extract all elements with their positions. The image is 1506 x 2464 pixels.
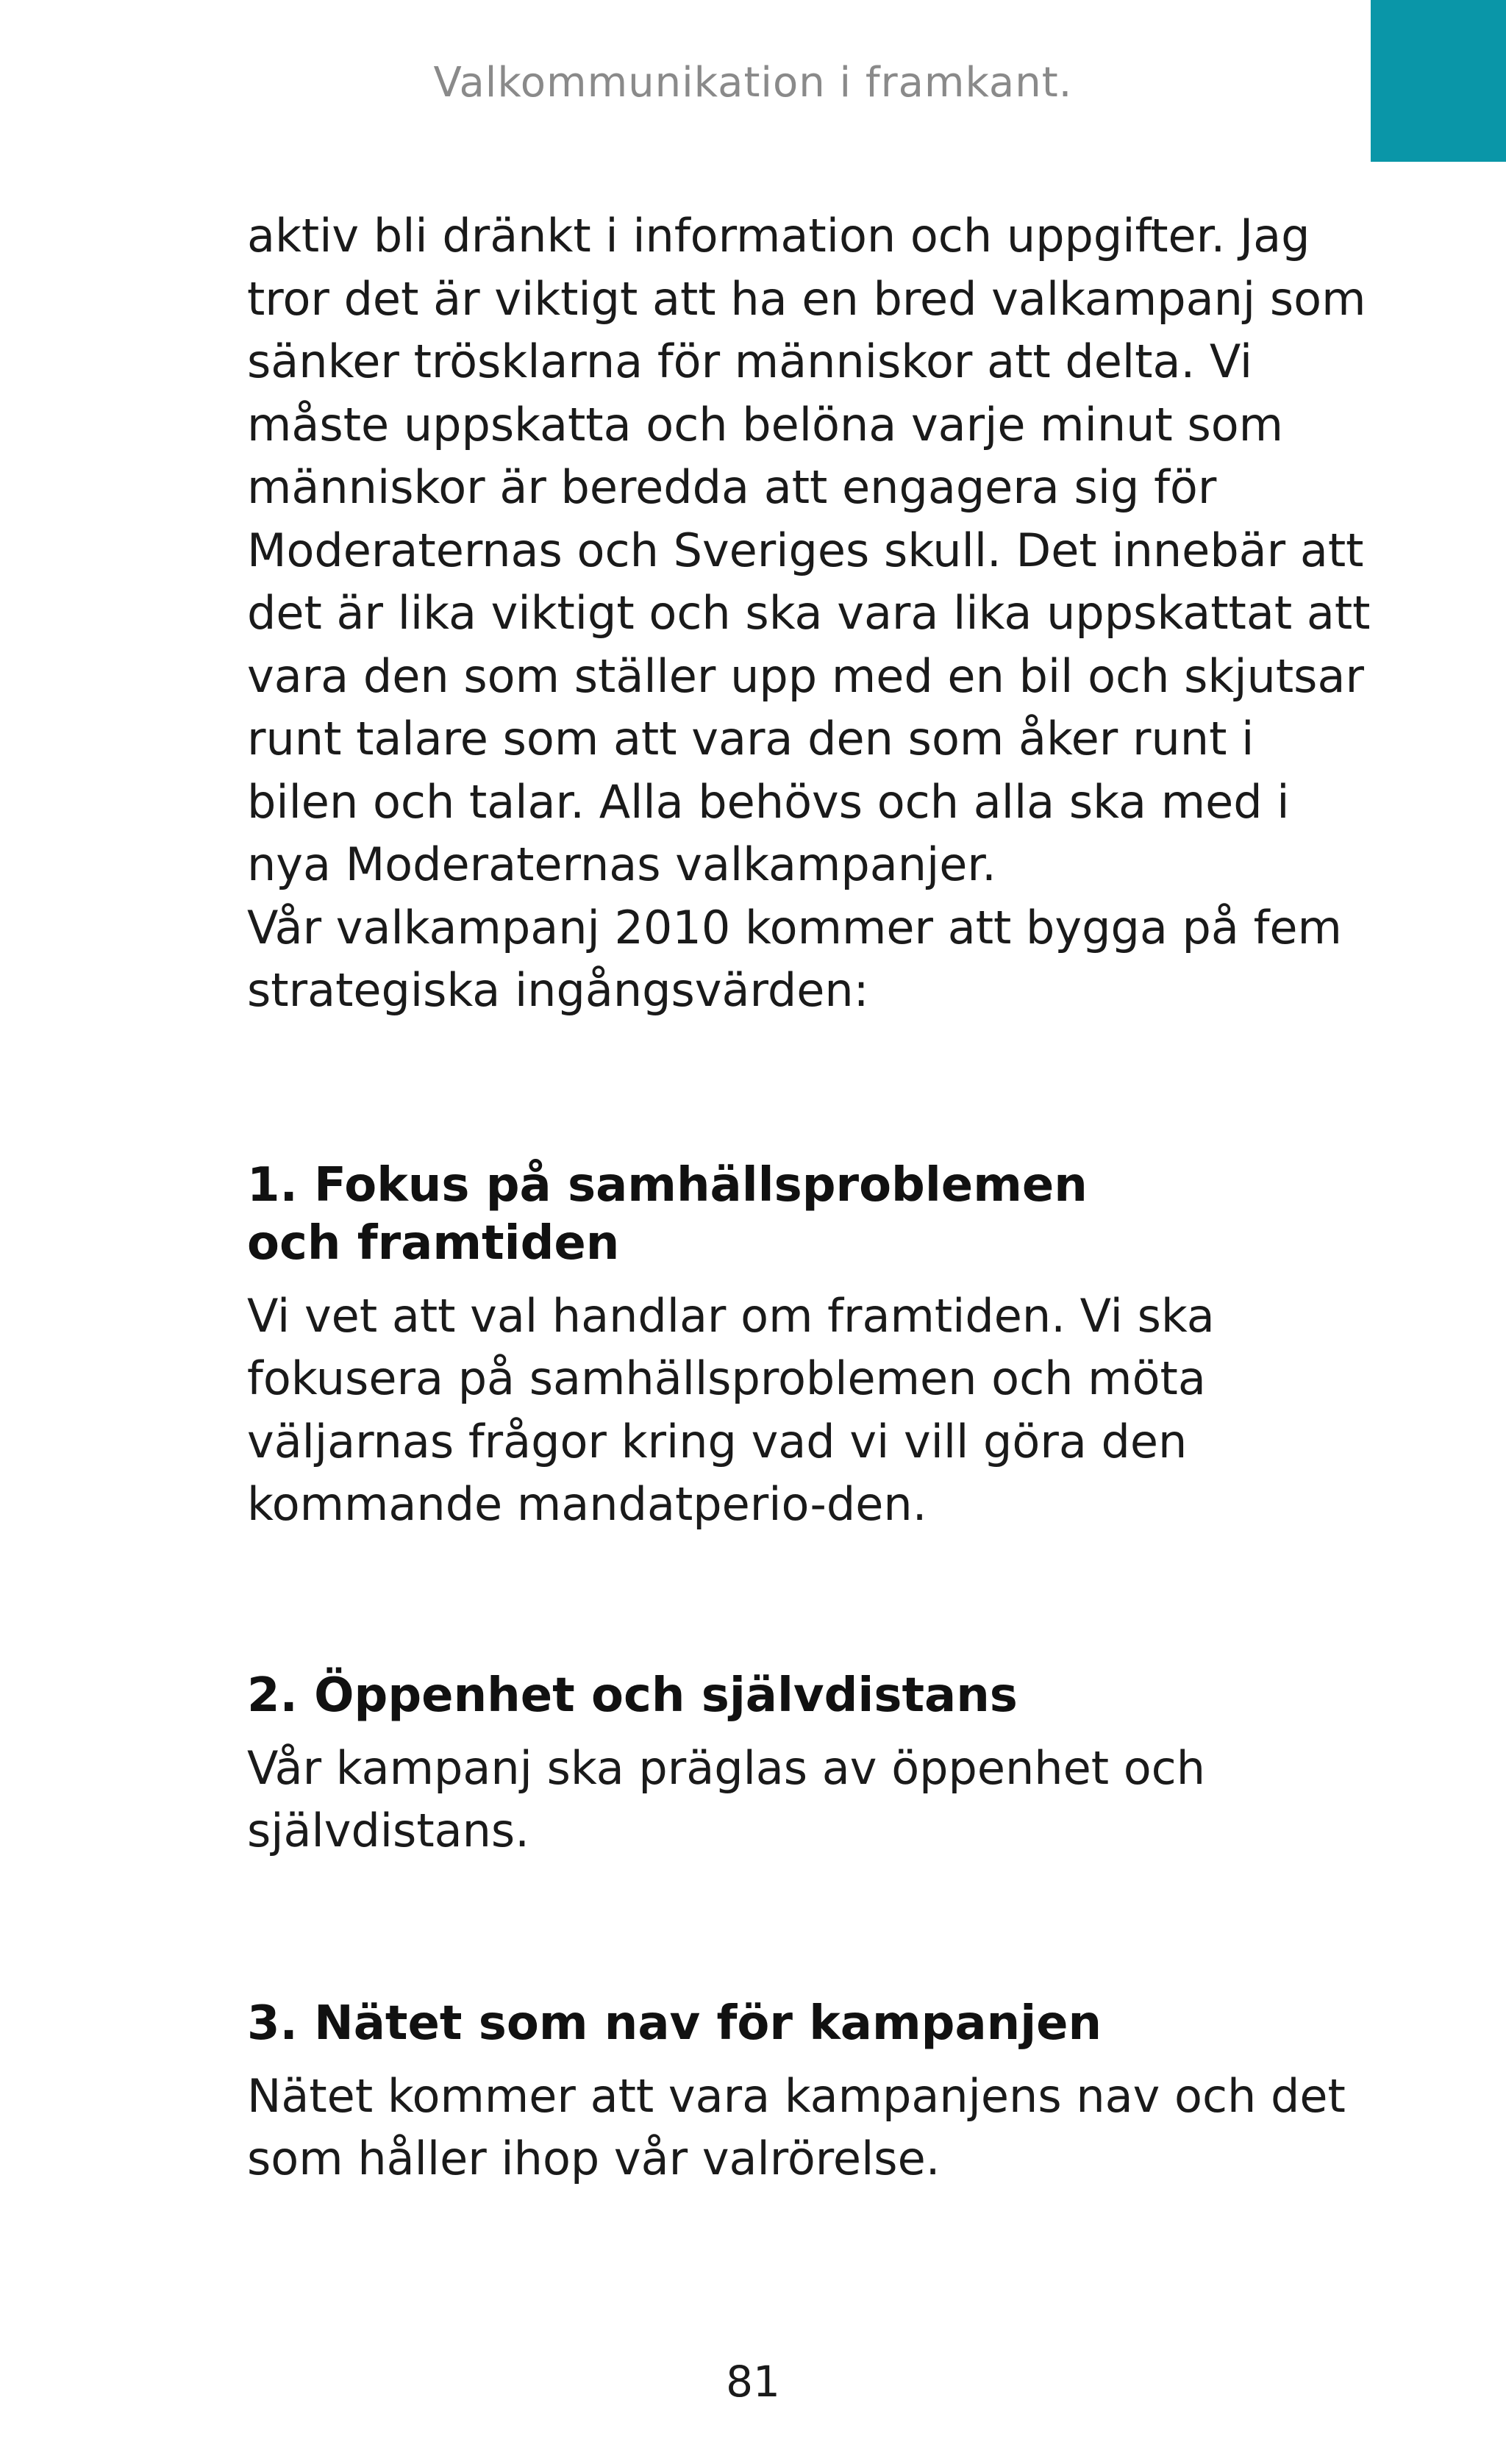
section-2-body: Vår kampanj ska präglas av öppenhet och självdistans.	[247, 1740, 1206, 1857]
section-3-heading: 3. Nätet som nav för kampanjen	[247, 1996, 1102, 2051]
page-content	[247, 204, 1380, 2190]
section-3-body: Nätet kommer att vara kampanjens nav och det som håller ihop vår valrörelse.	[247, 2068, 1346, 2185]
running-header: Valkommunikation i framkant.	[433, 59, 1073, 107]
intro-paragraph: aktiv bli dränkt i information och uppgifter. Jag tror det är viktigt att ha en bred valkampanj som sänker trösklarna för människor att delta. Vi måste uppskatta och belöna varje minut som människor är beredda att engagera sig för Moderaternas och Sveriges skull. Det innebär att det är lika viktigt och ska vara lika uppskattat att vara den som ställer upp med en bil och skjutsar runt talare som att vara den som åker runt i bilen och talar. Alla behövs och alla ska med i nya Moderaternas valkampanjer.	[247, 209, 1371, 891]
section-1-body: Vi vet att val handlar om framtiden. Vi ska fokusera på samhällsproblemen och möta väljarnas frågor kring vad vi vill göra den kommande mandatperio-den.	[247, 1288, 1215, 1531]
section-1-heading-line2: och framtiden	[247, 1215, 620, 1271]
section-1	[247, 1157, 1380, 1536]
section-3	[247, 1995, 1380, 2190]
section-2	[247, 1667, 1380, 1863]
section-1-heading-line1: 1. Fokus på samhällsproblemen	[247, 1157, 1088, 1213]
lead-paragraph: Vår valkampanj 2010 kommer att bygga på fem strategiska ingångsvärden:	[247, 900, 1342, 1017]
section-1-heading	[247, 1157, 1380, 1273]
section-2-heading: 2. Öppenhet och självdistans	[247, 1668, 1018, 1723]
page-number: 81	[726, 2357, 780, 2407]
